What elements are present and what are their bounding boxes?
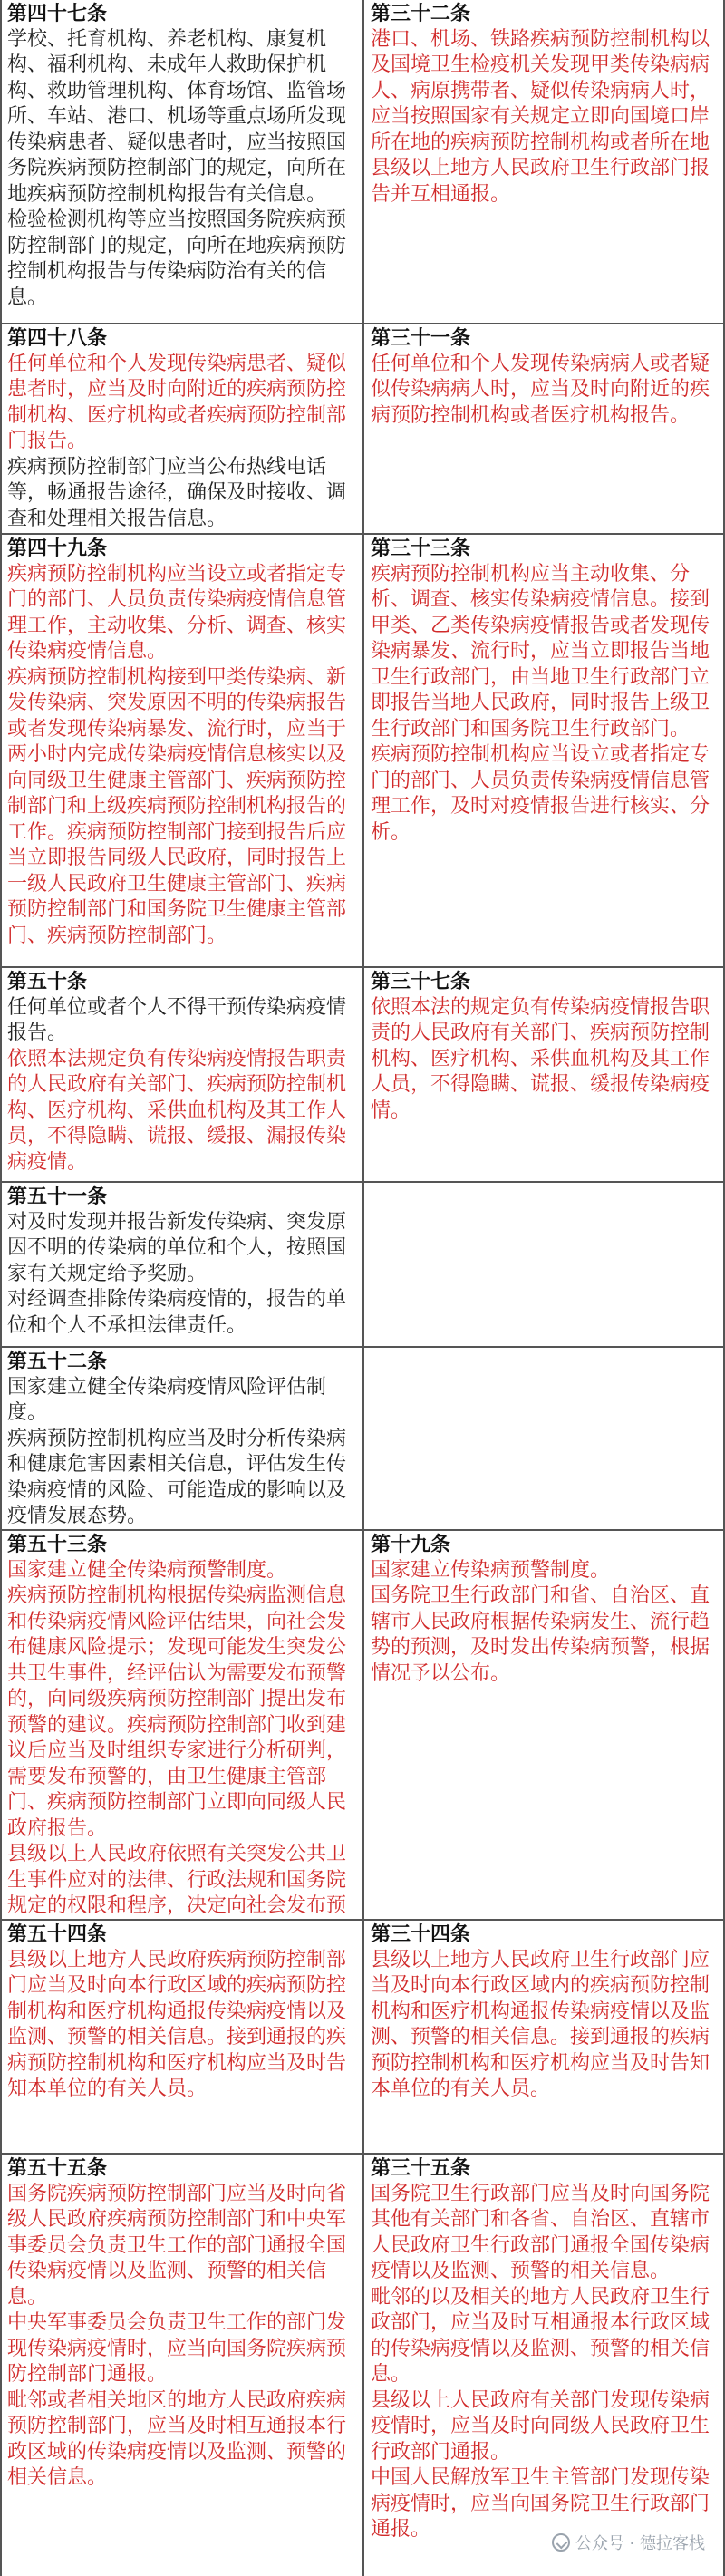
paragraph: 国务院卫生行政部门和省、自治区、直辖市人民政府根据传染病发生、流行趋势的预测，及时发出传染病预警，根据情况予以公布。 [371, 1584, 710, 1685]
row-0-right-cell [365, 0, 725, 323]
row-7-right-cell [365, 1921, 725, 2153]
paragraph: 任何单位和个人发现传染病患者、疑似患者时，应当及时向附近的疾病预防控制机构、医疗机构或者疾病预防控制部门报告。 [7, 352, 347, 452]
paragraph: 国家建立健全传染病疫情风险评估制度。 [7, 1375, 327, 1424]
article-number: 第三十三条 [371, 537, 471, 560]
article-number: 第五十五条 [7, 2156, 108, 2180]
row-divider [0, 966, 725, 968]
row-4-right-cell-empty [365, 1183, 725, 1346]
article-number: 第十九条 [371, 1533, 451, 1556]
article-number: 第三十一条 [371, 326, 471, 350]
paragraph: 国家建立传染病预警制度。 [371, 1558, 611, 1582]
row-divider [0, 2153, 725, 2155]
article-number: 第三十五条 [371, 2156, 471, 2180]
article-number: 第五十四条 [7, 1922, 108, 1946]
watermark [552, 2531, 705, 2554]
row-8-left-cell [2, 2155, 362, 2576]
paragraph: 疾病预防控制部门应当公布热线电话等，畅通报告途径，确保及时接收、调查和处理相关报告信息。 [7, 455, 347, 530]
paragraph: 对经调查排除传染病疫情的，报告的单位和个人不承担法律责任。 [7, 1288, 347, 1337]
paragraph: 县级以上地方人民政府疾病预防控制部门应当及时向本行政区域的疾病预防控制机构和医疗机构通报传染病疫情以及监测、预警的相关信息。接到通报的疾病预防控制机构和医疗机构应当及时告知本单位的有关人员。 [7, 1948, 347, 2100]
paragraph: 中国人民解放军卫生主管部门发现传染病疫情时，应当向国务院卫生行政部门通报。 [371, 2466, 710, 2541]
row-3-left-cell [2, 968, 362, 1181]
paragraph: 疾病预防控制机构应当及时分析传染病和健康危害因素相关信息，评估发生传染病疫情的风险、可能造成的影响以及疫情发展态势。 [7, 1427, 347, 1527]
paragraph: 任何单位和个人发现传染病病人或者疑似传染病病人时，应当及时向附近的疾病预防控制机构或者医疗机构报告。 [371, 352, 710, 427]
row-5-right-cell-empty [365, 1348, 725, 1529]
paragraph: 毗邻的以及相关的地方人民政府卫生行政部门，应当及时互相通报本行政区域的传染病疫情以及监测、预警的相关信息。 [371, 2285, 710, 2386]
table-border-left [0, 0, 2, 2576]
paragraph: 学校、托育机构、养老机构、康复机构、福利机构、未成年人救助保护机构、救助管理机构、体育场馆、监管场所、车站、港口、机场等重点场所发现传染病患者、疑似患者时，应当按照国务院疾病预防控制部门的规定，向所在地疾病预防控制机构报告有关信息。 [7, 27, 347, 206]
row-2-right-cell [365, 535, 725, 966]
article-number: 第三十四条 [371, 1922, 471, 1946]
row-1-left-cell [2, 324, 362, 533]
article-number: 第三十七条 [371, 970, 471, 993]
paragraph: 中央军事委员会负责卫生工作的部门发现传染病疫情时，应当向国务院疾病预防控制部门通报。 [7, 2311, 347, 2386]
row-divider [0, 1181, 725, 1183]
paragraph: 疾病预防控制机构应当主动收集、分析、调查、核实传染病疫情信息。接到甲类、乙类传染病疫情报告或者发现传染病暴发、流行时，应当立即报告当地卫生行政部门，由当地卫生行政部门立即报告当地人民政府，同时报告上级卫生行政部门和国务院卫生行政部门。 [371, 562, 710, 741]
paragraph: 国务院卫生行政部门应当及时向国务院其他有关部门和各省、自治区、直辖市人民政府卫生行政部门通报全国传染病疫情以及监测、预警的相关信息。 [371, 2182, 710, 2282]
paragraph: 县级以上人民政府有关部门发现传染病疫情时，应当及时向同级人民政府卫生行政部门通报。 [371, 2388, 710, 2464]
row-3-right-cell [365, 968, 725, 1181]
paragraph: 港口、机场、铁路疾病预防控制机构以及国境卫生检疫机关发现甲类传染病病人、病原携带者、疑似传染病病人时，应当按照国家有关规定立即向国境口岸所在地的疾病预防控制机构或者所在地县级以上地方人民政府卫生行政部门报告并互相通报。 [371, 27, 710, 206]
article-number: 第五十条 [7, 970, 88, 993]
paragraph: 任何单位或者个人不得干预传染病疫情报告。 [7, 995, 347, 1044]
watermark-text: 公众号 · 德拉客栈 [575, 2534, 705, 2553]
row-divider [0, 533, 725, 535]
row-2-left-cell [2, 535, 362, 966]
row-divider [0, 1919, 725, 1921]
paragraph: 疾病预防控制机构根据传染病监测信息和传染病疫情风险评估结果，向社会发布健康风险提示；发现可能发生突发公共卫生事件，经评估认为需要发布预警的，向同级疾病预防控制部门提出发布预警的建议。疾病预防控制部门收到建议后应当及时组织专家进行分析研判，需要发布预警的，由卫生健康主管部门、疾病预防控制部门立即向同级人民政府报告。 [7, 1584, 347, 1840]
paragraph: 疾病预防控制机构应当设立或者指定专门的部门、人员负责传染病疫情信息管理工作，及时对疫情报告进行核实、分析。 [371, 743, 710, 844]
paragraph: 县级以上地方人民政府卫生行政部门应当及时向本行政区域内的疾病预防控制机构和医疗机构通报传染病疫情以及监测、预警的相关信息。接到通报的疾病预防控制机构和医疗机构应当及时告知本单位的有关人员。 [371, 1948, 710, 2100]
row-6-left-cell [2, 1531, 362, 1919]
paragraph: 国务院疾病预防控制部门应当及时向省级人民政府疾病预防控制部门和中央军事委员会负责卫生工作的部门通报全国传染病疫情以及监测、预警的相关信息。 [7, 2182, 347, 2309]
paragraph: 依照本法规定负有传染病疫情报告职责的人民政府有关部门、疾病预防控制机构、医疗机构、采供血机构及其工作人员，不得隐瞒、谎报、缓报、漏报传染病疫情。 [7, 1047, 347, 1174]
row-divider [0, 1529, 725, 1531]
row-4-left-cell [2, 1183, 362, 1346]
paragraph: 国家建立健全传染病预警制度。 [7, 1558, 287, 1582]
row-8-right-cell [365, 2155, 725, 2576]
paragraph: 依照本法的规定负有传染病疫情报告职责的人民政府有关部门、疾病预防控制机构、医疗机构、采供血机构及其工作人员，不得隐瞒、谎报、缓报传染病疫情。 [371, 995, 710, 1122]
article-number: 第四十九条 [7, 537, 108, 560]
paragraph: 疾病预防控制机构接到甲类传染病、新发传染病、突发原因不明的传染病报告或者发现传染病暴发、流行时，应当于两小时内完成传染病疫情信息核实以及向同级卫生健康主管部门、疾病预防控制部门和上级疾病预防控制机构报告的工作。疾病预防控制部门接到报告后应当立即报告同级人民政府，同时报告上一级人民政府卫生健康主管部门、疾病预防控制部门和国务院卫生健康主管部门、疾病预防控制部门。 [7, 665, 347, 947]
row-1-right-cell [365, 324, 725, 533]
row-0-left-cell [2, 0, 362, 323]
paragraph: 对及时发现并报告新发传染病、突发原因不明的传染病的单位和个人，按照国家有关规定给予奖励。 [7, 1210, 347, 1285]
article-number: 第五十一条 [7, 1185, 108, 1208]
row-divider [0, 1346, 725, 1348]
row-5-left-cell [2, 1348, 362, 1529]
article-number: 第五十三条 [7, 1533, 108, 1556]
paragraph: 疾病预防控制机构应当设立或者指定专门的部门、人员负责传染病疫情信息管理工作，主动收集、分析、调查、核实传染病疫情信息。 [7, 562, 347, 663]
article-number: 第三十二条 [371, 2, 471, 25]
table-column-divider [362, 0, 364, 2576]
row-divider [0, 323, 725, 324]
article-number: 第四十八条 [7, 326, 108, 350]
wechat-icon [552, 2533, 570, 2552]
row-7-left-cell [2, 1921, 362, 2153]
article-number: 第五十二条 [7, 1350, 108, 1373]
paragraph: 检验检测机构等应当按照国务院疾病预防控制部门的规定，向所在地疾病预防控制机构报告与传染病防治有关的信息。 [7, 208, 347, 309]
row-6-right-cell [365, 1531, 725, 1919]
paragraph: 县级以上人民政府依照有关突发公共卫生事件应对的法律、行政法规和国务院规定的权限和程序，决定向社会发布预 [7, 1843, 347, 1917]
article-number: 第四十七条 [7, 2, 108, 25]
paragraph: 毗邻或者相关地区的地方人民政府疾病预防控制部门，应当及时相互通报本行政区域的传染病疫情以及监测、预警的相关信息。 [7, 2388, 347, 2489]
